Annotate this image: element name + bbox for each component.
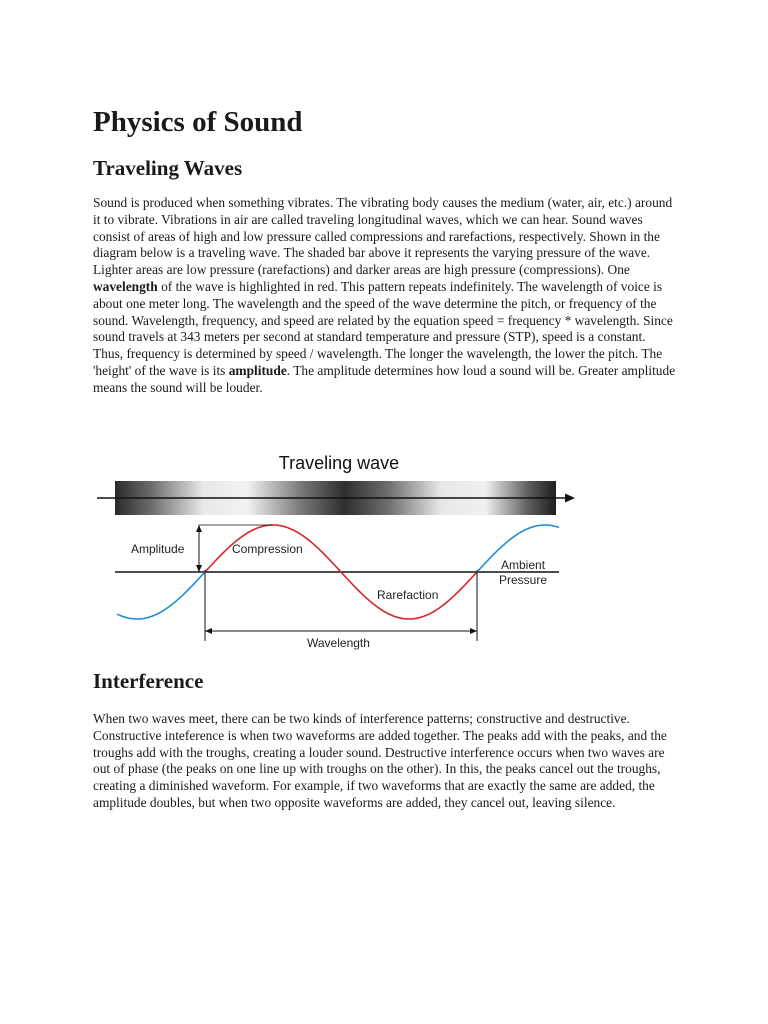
section-heading-traveling-waves: Traveling Waves xyxy=(93,156,243,180)
direction-arrow-head xyxy=(565,494,575,503)
label-pressure: Pressure xyxy=(499,573,548,587)
bold-term-amplitude: amplitude xyxy=(228,362,287,378)
paragraph-text: of the wave is highlighted in red. This pattern repeats indefinitely. The wavelength of voice is about one meter long. The wavelength and the speed of the wave determine the pitch, or frequency of the sound. Wavelength, frequency, and speed are related by the equation speed = frequency * wavelength. Since sound travels at 343 meters per second at standard temperature and pressure (STP), speed is a constant. Thus, frequency is determined by speed / wavelength. The longer the wavelength, the lower the pitch. The 'height' of the wave is its xyxy=(93,278,673,378)
amplitude-arrow-bottom xyxy=(196,565,202,572)
bold-term-wavelength: wavelength xyxy=(93,278,158,294)
wavelength-arrow-left xyxy=(205,628,212,634)
section-heading-interference: Interference xyxy=(93,669,204,693)
amplitude-arrow-top xyxy=(196,525,202,532)
traveling-wave-diagram xyxy=(93,445,583,655)
paragraph-text: Sound is produced when something vibrates. The vibrating body causes the medium (water, air, etc.) around it to vibrate. Vibrations in air are called traveling longitudinal waves, which we can hear. Sound waves consist of areas of high and low pressure called compressions and rarefactions, respectively. Shown in the diagram below is a traveling wave. The shaded bar above it represents the varying pressure of the wave. Lighter areas are low pressure (rarefactions) and darker areas are high pressure (compressions). One xyxy=(93,195,673,278)
interference-paragraph: When two waves meet, there can be two kinds of interference patterns; constructive and destructive. Constructive inteference is when two waveforms are added together. The peaks add with the peaks, and the troughs add with the troughs, creating a louder sound. Destructive interference occurs when two waves are out of phase (the peaks on one line up with troughs on the other). In this, the peaks cancel out the troughs, creating a diminished waveform. For example, if two waveforms that are exactly the same are added, the amplitude doubles, but when two opposite waveforms are added, they cancel out, leaving silence. xyxy=(93,711,667,810)
label-compression: Compression xyxy=(232,542,303,556)
wavelength-arrow-right xyxy=(470,628,477,634)
paragraph-text: . The amplitude determines how loud a sound will be. Greater amplitude means the sound will be louder. xyxy=(93,362,676,395)
label-rarefaction: Rarefaction xyxy=(377,588,439,602)
label-amplitude: Amplitude xyxy=(131,542,185,556)
page-title: Physics of Sound xyxy=(93,106,303,138)
diagram-title: Traveling wave xyxy=(278,453,400,473)
traveling-waves-paragraph xyxy=(93,195,676,397)
wave-blue-left xyxy=(117,572,205,619)
label-wavelength: Wavelength xyxy=(307,636,370,650)
label-ambient: Ambient xyxy=(501,558,546,572)
